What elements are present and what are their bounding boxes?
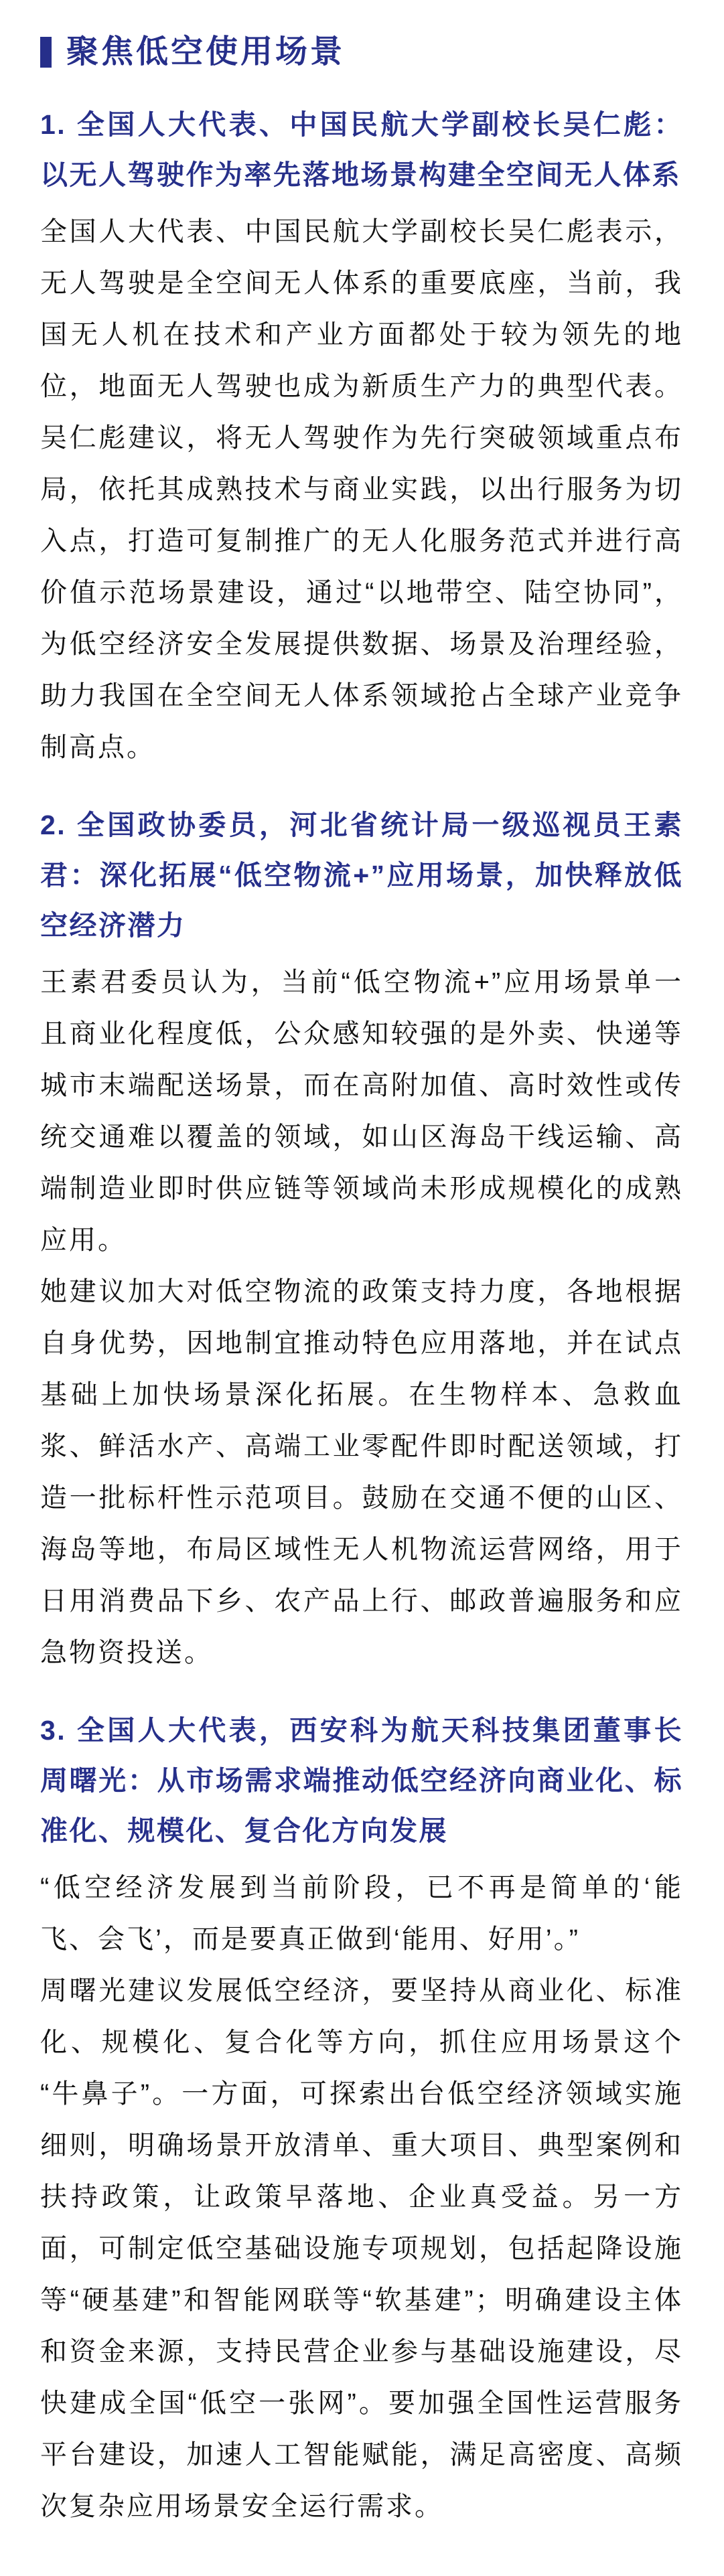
page-title-row [40,35,683,69]
section-2-paragraph-1: 王素君委员认为，当前“低空物流+”应用场景单一且商业化程度低，公众感知较强的是外卖、快递等城市末端配送场景，而在高附加值、高时效性或传统交通难以覆盖的领域，如山区海岛干线运输、高端制造业即时供应链等领域尚未形成规模化的成熟应用。 [40,968,683,1255]
section-3 [40,1706,683,2532]
section-2-paragraph-2: 她建议加大对低空物流的政策支持力度，各地根据自身优势，因地制宜推动特色应用落地，并在试点基础上加快场景深化拓展。在生物样本、急救血浆、鲜活水产、高端工业零配件即时配送领域，打造一批标杆性示范项目。鼓励在交通不便的山区、海岛等地，布局区域性无人机物流运营网络，用于日用消费品下乡、农产品上行、邮政普遍服务和应急物资投送。 [40,1277,683,1667]
section-3-paragraph-2: 周曙光建议发展低空经济，要坚持从商业化、标准化、规模化、复合化等方向，抓住应用场景这个“牛鼻子”。一方面，可探索出台低空经济领域实施细则，明确场景开放清单、重大项目、典型案例和扶持政策，让政策早落地、企业真受益。另一方面，可制定低空基础设施专项规划，包括起降设施等“硬基建”和智能网联等“软基建”；明确建设主体和资金来源，支持民营企业参与基础设施建设，尽快建成全国“低空一张网”。要加强全国性运营服务平台建设，加速人工智能赋能，满足高密度、高频次复杂应用场景安全运行需求。 [40,1976,683,2521]
section-2-heading: 2. 全国政协委员，河北省统计局一级巡视员王素君：深化拓展“低空物流+”应用场景，加快释放低空经济潜力 [40,810,683,941]
title-accent-bar-icon [40,37,52,68]
section-2 [40,800,683,1679]
section-3-quote-paragraph: “低空经济发展到当前阶段，已不再是简单的‘能飞、会飞’，而是要真正做到‘能用、好用’。” [40,1873,683,1954]
page-title: 聚焦低空使用场景 [66,34,346,70]
section-1-heading: 1. 全国人大代表、中国民航大学副校长吴仁彪：以无人驾驶作为率先落地场景构建全空间无人体系 [40,109,683,190]
section-1-paragraph-1: 全国人大代表、中国民航大学副校长吴仁彪表示，无人驾驶是全空间无人体系的重要底座，当前，我国无人机在技术和产业方面都处于较为领先的地位，地面无人驾驶也成为新质生产力的典型代表。吴仁彪建议，将无人驾驶作为先行突破领域重点布局，依托其成熟技术与商业实践，以出行服务为切入点，打造可复制推广的无人化服务范式并进行高价值示范场景建设，通过“以地带空、陆空协同”，为低空经济安全发展提供数据、场景及治理经验，助力我国在全空间无人体系领域抢占全球产业竞争制高点。 [40,217,683,762]
section-1 [40,100,683,773]
section-3-heading: 3. 全国人大代表，西安科为航天科技集团董事长周曙光：从市场需求端推动低空经济向商业化、标准化、规模化、复合化方向发展 [40,1715,683,1846]
